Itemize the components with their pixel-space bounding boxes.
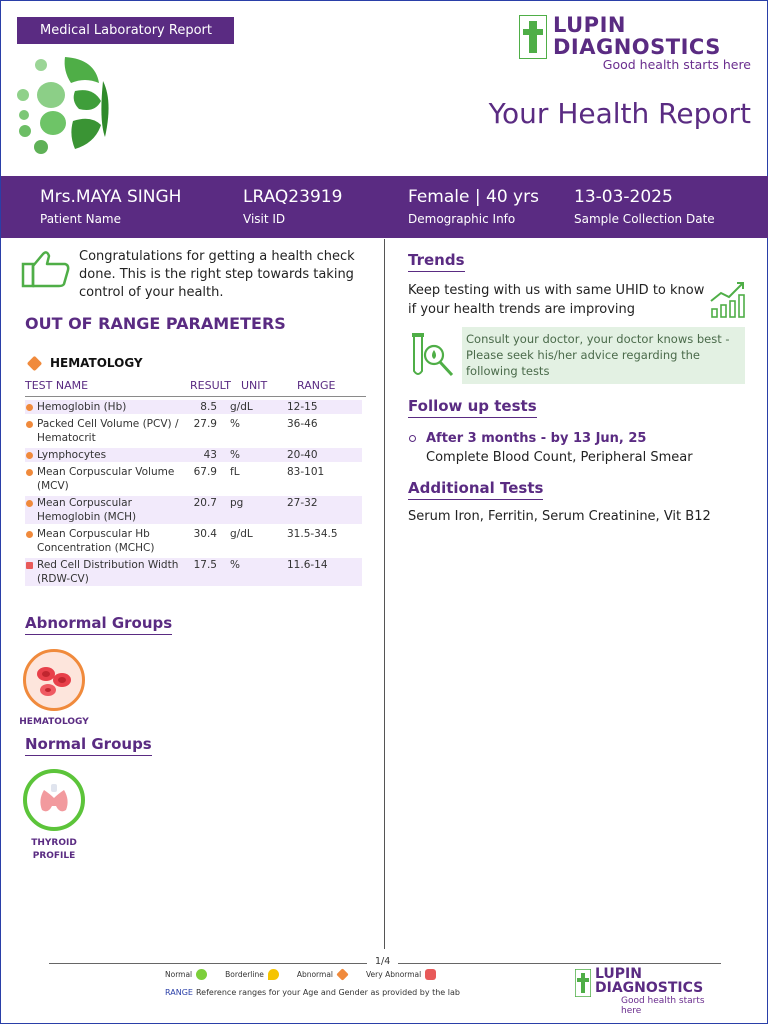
hematology-section-tag xyxy=(25,356,143,370)
result-cell: 30.4 xyxy=(193,528,217,540)
demographic-block xyxy=(408,186,539,226)
test-name-text: Packed Cell Volume (PCV) / Hematocrit xyxy=(37,418,179,444)
range-note xyxy=(165,988,460,997)
abnormal-diamond-icon xyxy=(27,355,43,371)
patient-name-label: Patient Name xyxy=(40,212,121,226)
abnormal-diamond-icon xyxy=(336,968,348,980)
table-row xyxy=(25,417,362,445)
section-name: HEMATOLOGY xyxy=(50,356,143,370)
result-cell: 27.9 xyxy=(193,418,217,430)
test-name-text: Mean Corpuscular Volume (MCV) xyxy=(37,466,175,492)
range-note-text: Reference ranges for your Age and Gender as provided by the lab xyxy=(195,988,460,997)
footer-brand-line1: LUPIN xyxy=(595,966,642,982)
followup-when-text: After 3 months - by 13 Jun, 25 xyxy=(426,431,647,446)
test-name-text: Lymphocytes xyxy=(37,449,107,461)
normal-group-thyroid[interactable] xyxy=(19,769,89,863)
additional-tests-title: Additional Tests xyxy=(408,479,543,500)
legend-very-abnormal xyxy=(366,969,436,980)
table-row xyxy=(25,465,362,493)
range-cell: 12-15 xyxy=(287,401,318,413)
table-row xyxy=(25,496,362,524)
test-name-cell xyxy=(25,465,183,493)
legend-very-abnormal-label: Very Abnormal xyxy=(366,970,422,979)
patient-name-block xyxy=(40,186,181,226)
normal-groups-title: Normal Groups xyxy=(25,735,152,756)
footer-brand-tagline: Good health starts here xyxy=(621,996,705,1016)
globe-logo-icon xyxy=(15,51,115,161)
followup-when xyxy=(409,431,646,446)
page-number: 1/4 xyxy=(367,956,398,967)
test-name-text: Hemoglobin (Hb) xyxy=(37,401,127,413)
followup-title: Follow up tests xyxy=(408,397,537,418)
unit-cell: % xyxy=(230,449,240,461)
range-cell: 27-32 xyxy=(287,497,318,509)
unit-cell: g/dL xyxy=(230,528,253,540)
out-of-range-table xyxy=(25,379,366,586)
test-name-cell xyxy=(25,496,183,524)
congrats-block xyxy=(21,248,361,302)
patient-info-band xyxy=(1,176,768,238)
column-divider xyxy=(384,239,385,949)
legend-borderline xyxy=(225,969,279,980)
test-name-cell xyxy=(25,400,183,414)
brand-tagline: Good health starts here xyxy=(602,57,751,72)
blood-cells-icon xyxy=(23,649,85,711)
lupin-mark-icon xyxy=(519,15,547,59)
test-name-text: Red Cell Distribution Width (RDW-CV) xyxy=(37,559,179,585)
table-header xyxy=(25,379,366,397)
visit-id-label: Visit ID xyxy=(243,212,286,226)
very-abnormal-pentagon-icon xyxy=(425,969,436,980)
sample-date-block xyxy=(574,186,715,226)
col-unit: UNIT xyxy=(241,379,268,392)
legend-normal-label: Normal xyxy=(165,970,193,979)
result-cell: 20.7 xyxy=(193,497,217,509)
result-cell: 17.5 xyxy=(193,559,217,571)
range-cell: 20-40 xyxy=(287,449,318,461)
range-cell: 11.6-14 xyxy=(287,559,328,571)
visit-id: LRAQ23919 xyxy=(243,187,343,207)
table-row xyxy=(25,400,362,414)
test-name-cell xyxy=(25,558,183,586)
test-name-text: Mean Corpuscular Hemoglobin (MCH) xyxy=(37,497,137,523)
table-row xyxy=(25,448,362,462)
abnormal-icon xyxy=(26,469,33,476)
thumbs-up-icon xyxy=(21,248,71,288)
test-name-text: Mean Corpuscular Hb Concentration (MCHC) xyxy=(37,528,155,554)
borderline-drop-icon xyxy=(268,969,279,980)
congrats-text: Congratulations for getting a health check done. This is the right step towards taking control of your health. xyxy=(79,249,355,300)
bullet-icon xyxy=(409,435,416,442)
legend-abnormal-label: Abnormal xyxy=(296,970,333,979)
lupin-mark-icon xyxy=(575,969,591,997)
abnormal-icon xyxy=(26,421,33,428)
brand-name-line1: LUPIN xyxy=(553,13,626,37)
range-label: RANGE xyxy=(165,988,193,997)
out-of-range-title: OUT OF RANGE PARAMETERS xyxy=(25,314,286,333)
demographic-info: Female | 40 yrs xyxy=(408,187,539,207)
page-title: Your Health Report xyxy=(488,97,751,130)
trends-title: Trends xyxy=(408,251,465,272)
brand-logo xyxy=(519,13,751,77)
legend-normal xyxy=(165,969,207,980)
abnormal-groups-title: Abnormal Groups xyxy=(25,614,172,635)
result-cell: 43 xyxy=(203,449,217,461)
visit-id-block xyxy=(243,186,342,226)
abnormal-group-label: HEMATOLOGY xyxy=(19,717,89,727)
col-range: RANGE xyxy=(297,379,336,392)
test-tube-magnifier-icon xyxy=(408,331,458,379)
test-name-cell xyxy=(25,527,183,555)
unit-cell: g/dL xyxy=(230,401,253,413)
col-result: RESULT xyxy=(190,379,231,392)
abnormal-icon xyxy=(26,452,33,459)
brand-name-line2: DIAGNOSTICS xyxy=(553,35,721,59)
range-cell: 31.5-34.5 xyxy=(287,528,338,540)
footer-brand-line2: DIAGNOSTICS xyxy=(595,980,704,996)
additional-tests-list: Serum Iron, Ferritin, Serum Creatinine, Vit B12 xyxy=(408,509,711,524)
table-row xyxy=(25,527,362,555)
very-abnormal-icon xyxy=(26,562,33,569)
test-name-cell xyxy=(25,417,183,445)
patient-name: Mrs.MAYA SINGH xyxy=(40,187,182,207)
range-cell: 36-46 xyxy=(287,418,318,430)
result-cell: 67.9 xyxy=(193,466,217,478)
test-name-cell xyxy=(25,448,183,462)
abnormal-icon xyxy=(26,500,33,507)
demographic-label: Demographic Info xyxy=(408,212,516,226)
trend-chart-icon xyxy=(709,279,747,319)
table-body xyxy=(25,400,366,586)
followup-tests: Complete Blood Count, Peripheral Smear xyxy=(426,450,693,465)
abnormal-icon xyxy=(26,531,33,538)
table-row xyxy=(25,558,362,586)
legend-borderline-label: Borderline xyxy=(225,970,264,979)
range-cell: 83-101 xyxy=(287,466,325,478)
unit-cell: pg xyxy=(230,497,244,509)
trends-text: Keep testing with us with same UHID to know if your health trends are improving xyxy=(408,283,705,317)
legend-abnormal xyxy=(297,969,348,980)
unit-cell: fL xyxy=(230,466,240,478)
normal-circle-icon xyxy=(196,969,207,980)
unit-cell: % xyxy=(230,418,240,430)
result-cell: 8.5 xyxy=(200,401,217,413)
abnormal-group-hematology[interactable] xyxy=(17,649,91,727)
footer-brand-logo xyxy=(575,966,725,1016)
unit-cell: % xyxy=(230,559,240,571)
thyroid-icon xyxy=(23,769,85,831)
normal-group-label: THYROID PROFILE xyxy=(31,838,77,861)
status-legend xyxy=(165,969,454,980)
doctor-advice-box: Consult your doctor, your doctor knows best - Please seek his/her advice regarding the following tests xyxy=(462,327,745,384)
abnormal-icon xyxy=(26,404,33,411)
col-test-name: TEST NAME xyxy=(25,379,89,392)
sample-date: 13-03-2025 xyxy=(574,187,673,207)
sample-date-label: Sample Collection Date xyxy=(574,212,715,226)
report-type-tag: Medical Laboratory Report xyxy=(17,17,234,44)
